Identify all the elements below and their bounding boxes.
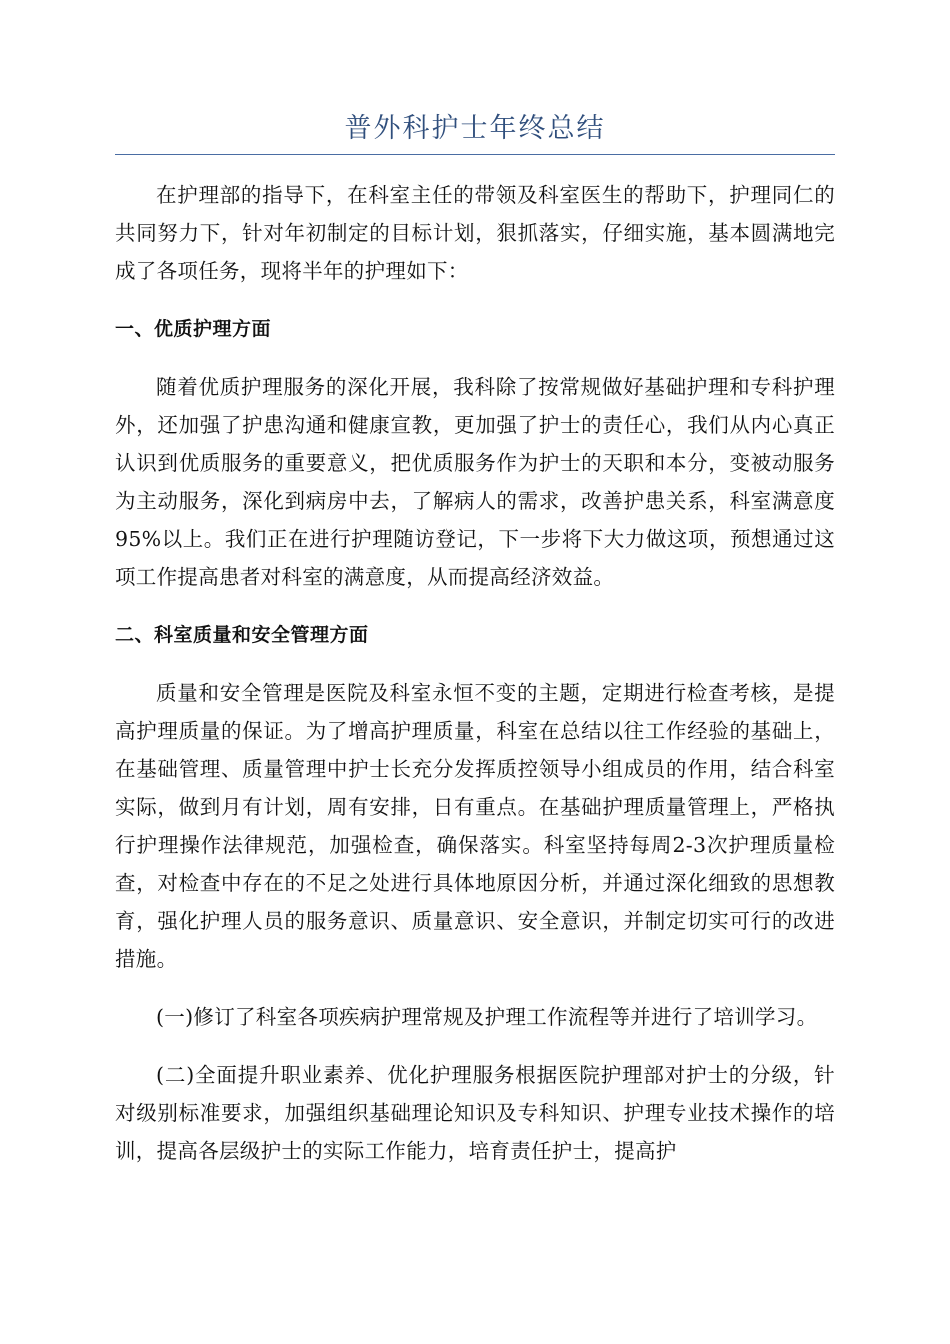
section-heading-safety-management: 二、科室质量和安全管理方面 <box>115 623 369 646</box>
section-body-quality-care: 随着优质护理服务的深化开展，我科除了按常规做好基础护理和专科护理外，还加强了护患沟通和健康宣教，更加强了护士的责任心，我们从内心真正认识到优质服务的重要意义，把优质服务作为护士的天职和本分，变被动服务为主动服务，深化到病房中去，了解病人的需求，改善护患关系，科室满意度95%以上。我们正在进行护理随访登记，下一步将下大力做这项，预想通过这项工作提高患者对科室的满意度，从而提高经济效益。 <box>115 374 835 589</box>
document-title: 普外科护士年终总结 <box>344 113 606 144</box>
list-item-1: (一)修订了科室各项疾病护理常规及护理工作流程等并进行了培训学习。 <box>156 1004 818 1029</box>
intro-paragraph: 在护理部的指导下，在科室主任的带领及科室医生的帮助下，护理同仁的共同努力下，针对年初制定的目标计划，狠抓落实，仔细实施，基本圆满地完成了各项任务，现将半年的护理如下： <box>115 182 835 283</box>
document-body <box>115 155 835 1170</box>
section-body-safety-management: 质量和安全管理是医院及科室永恒不变的主题，定期进行检查考核，是提高护理质量的保证。为了增高护理质量，科室在总结以往工作经验的基础上，在基础管理、质量管理中护士长充分发挥质控领导小组成员的作用，结合科室实际，做到月有计划，周有安排，日有重点。在基础护理质量管理上，严格执行护理操作法律规范，加强检查，确保落实。科室坚持每周2-3次护理质量检查，对检查中存在的不足之处进行具体地原因分析，并通过深化细致的思想教育，强化护理人员的服务意识、质量意识、安全意识，并制定切实可行的改进措施。 <box>115 680 835 971</box>
section-heading-quality-care: 一、优质护理方面 <box>115 317 272 340</box>
list-item-2: (二)全面提升职业素养、优化护理服务根据医院护理部对护士的分级，针对级别标准要求，加强组织基础理论知识及专科知识、护理专业技术操作的培训，提高各层级护士的实际工作能力，培育责任护士，提高护 <box>115 1062 835 1163</box>
